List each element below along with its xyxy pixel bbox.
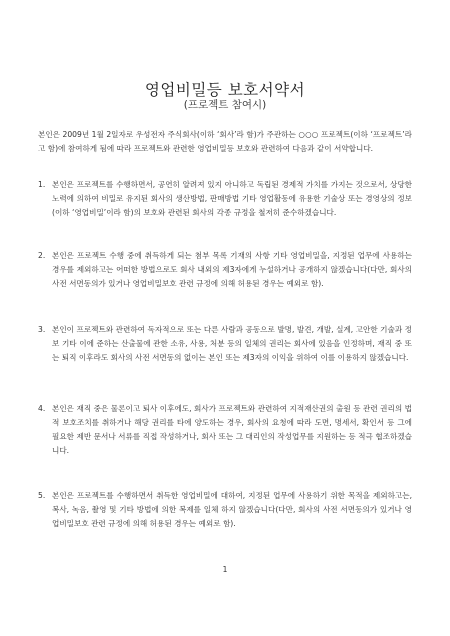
document-subtitle: (프로젝트 참여시): [183, 99, 267, 111]
clause-number: 3.: [38, 325, 46, 334]
clause-text: 본인은 프로젝트를 수행하면서, 공연히 알려져 있지 아니하고 독립된 경제적 가치를 가지는 것으로서, 상당한 노력에 의하여 비밀로 유지된 회사의 생산방법, 판매방법 기타 영업활동에 유용한 기술상 또는 경영상의 정보(이하 ‘영업비밀’이라 함)의 보호와 관련된 회사의 각종 규정을 철저히 준수하겠습니다.: [52, 180, 412, 217]
clause-number: 4.: [38, 404, 46, 413]
clause-2: [38, 249, 412, 291]
clause-4: [38, 402, 412, 458]
clause-number: 2.: [38, 251, 46, 260]
clause-text: 본인은 재직 중은 물론이고 퇴사 이후에도, 회사가 프로젝트와 관련하여 지적재산권의 출원 등 관련 권리의 법적 보호조치를 취하거나 해당 권리를 타에 양도하는 경우, 회사의 요청에 따라 도면, 명세서, 확인서 등 그에 필요한 제반 문서나 서류를 직접 작성하거나, 회사 또는 그 대리인의 작성업무를 지원하는 등 적극 협조하겠습니다.: [52, 404, 412, 455]
page-number: 1: [222, 565, 228, 574]
clause-1: [38, 178, 412, 220]
clause-number: 5.: [38, 491, 46, 500]
intro-paragraph: 본인은 2009년 1월 2일자로 우성전자 주식회사(이하 ‘회사’라 함)가 주관하는 ○○○ 프로젝트(이하 ‘프로젝트’라고 함)에 참여하게 됨에 따라 프로젝트와 관련한 영업비밀등 보호와 관련하여 다음과 같이 서약합니다.: [38, 130, 412, 153]
clause-text: 본인은 프로젝트 수행 중에 취득하게 되는 첨부 목록 기재의 사항 기타 영업비밀을, 지정된 업무에 사용하는 경우를 제외하고는 어떠한 방법으로도 회사 내외의 제3자에게 누설하거나 공개하지 않겠습니다(다만, 회사의 사전 서면동의가 있거나 영업비밀보호 관련 규정에 의해 허용된 경우는 예외로 함).: [52, 251, 412, 288]
clause-number: 1.: [38, 180, 46, 189]
clause-5: [38, 489, 412, 531]
clause-3: [38, 323, 412, 365]
document-title: 영업비밀등 보호서약서: [144, 81, 306, 99]
clause-text: 본인은 프로젝트를 수행하면서 취득한 영업비밀에 대하여, 지정된 업무에 사용하기 위한 목적을 제외하고는, 복사, 녹음, 촬영 및 기타 방법에 의한 복제를 일체 하지 않겠습니다(다만, 회사의 사전 서면동의가 있거나 영업비밀보호 관련 규정에 의해 허용된 경우는 예외로 함).: [52, 491, 412, 528]
clause-text: 본인이 프로젝트와 관련하여 독자적으로 또는 다른 사람과 공동으로 발명, 발견, 개발, 실계, 고안한 기술과 정보 기타 이에 준하는 산출물에 관한 소유, 사용, 처분 등의 일체의 권리는 회사에 있음을 인정하며, 재직 중 또는 퇴직 이후라도 회사의 사전 서면동의 없이는 본인 또는 제3자의 이익을 위하여 이를 이용하지 않겠습니다.: [52, 325, 412, 362]
